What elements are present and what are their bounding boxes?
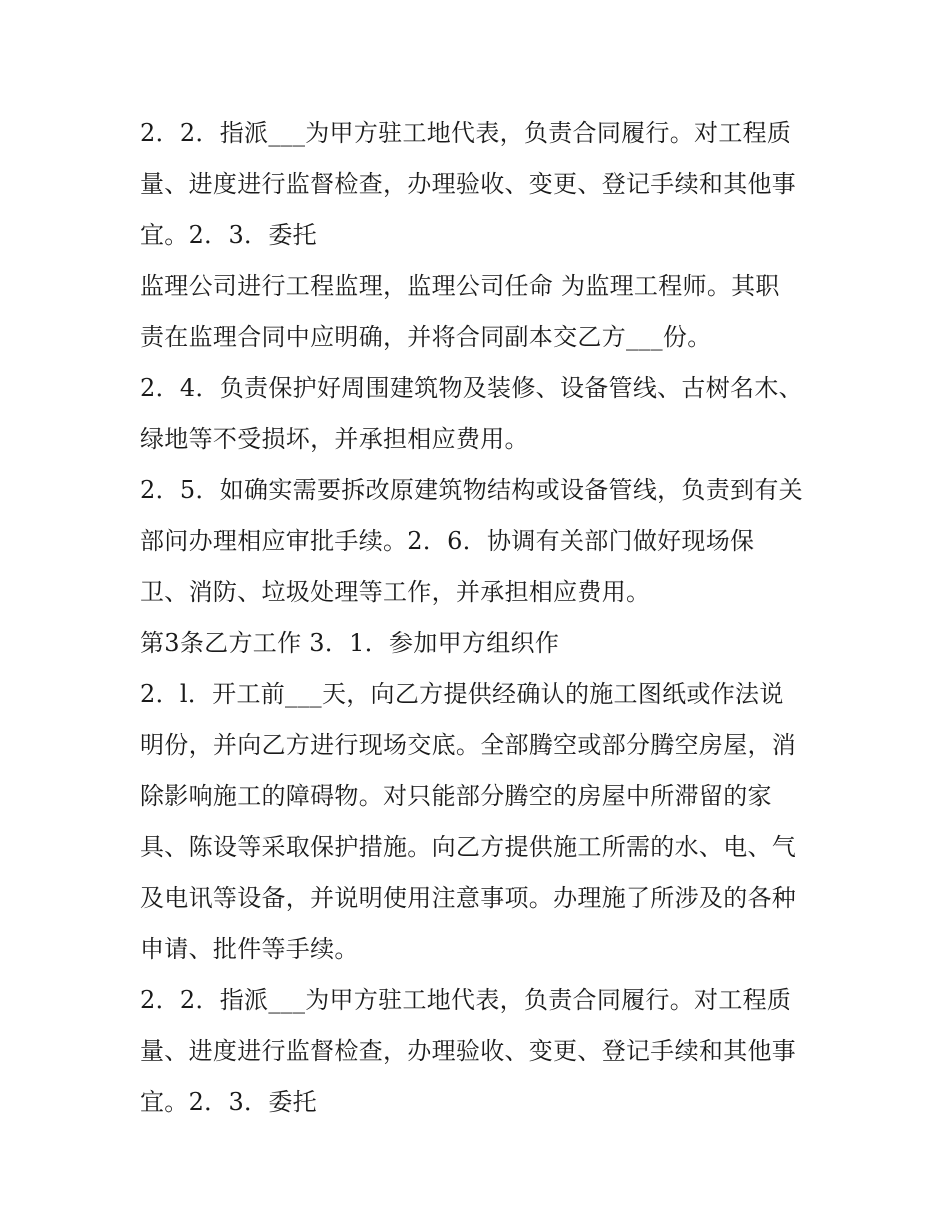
- text-line: 2．2．指派___为甲方驻工地代表，负责合同履行。对工程质: [140, 986, 792, 1014]
- text-line: 宜。2．3．委托: [140, 221, 317, 249]
- text-line: 2．2．指派___为甲方驻工地代表，负责合同履行。对工程质: [140, 119, 792, 147]
- text-line: 量、进度进行监督检查，办理验收、变更、登记手续和其他事: [140, 170, 797, 198]
- text-line: 除影响施工的障碍物。对只能部分腾空的房屋中所滞留的家: [140, 782, 772, 810]
- text-line: 2．5．如确实需要拆改原建筑物结构或设备管线，负责到有关: [140, 476, 803, 504]
- text-line: 部问办理相应审批手续。2．6．协调有关部门做好现场保: [140, 527, 755, 555]
- text-line: 及电讯等设备，并说明使用注意事项。办理施了所涉及的各种: [140, 884, 797, 912]
- text-line: 监理公司进行工程监理，监理公司任命 为监理工程师。其职: [140, 272, 780, 300]
- text-line: 明份，并向乙方进行现场交底。全部腾空或部分腾空房屋，消: [140, 731, 797, 759]
- contract-text: [140, 108, 820, 1128]
- text-line: 申请、批件等手续。: [140, 935, 359, 963]
- text-line: 2．4．负责保护好周围建筑物及装修、设备管线、古树名木、: [140, 374, 803, 402]
- text-line: 第3条乙方工作 3．1．参加甲方组织作: [140, 629, 560, 657]
- text-line: 卫、消防、垃圾处理等工作，并承担相应费用。: [140, 578, 651, 606]
- text-line: 量、进度进行监督检查，办理验收、变更、登记手续和其他事: [140, 1037, 797, 1065]
- text-line: 宜。2．3．委托: [140, 1088, 317, 1116]
- text-line: 责在监理合同中应明确，并将合同副本交乙方___份。: [140, 323, 712, 351]
- text-line: 具、陈设等采取保护措施。向乙方提供施工所需的水、电、气: [140, 833, 797, 861]
- text-line: 2．l．开工前___天，向乙方提供经确认的施工图纸或作法说: [140, 680, 784, 708]
- text-line: 绿地等不受损坏，并承担相应费用。: [140, 425, 529, 453]
